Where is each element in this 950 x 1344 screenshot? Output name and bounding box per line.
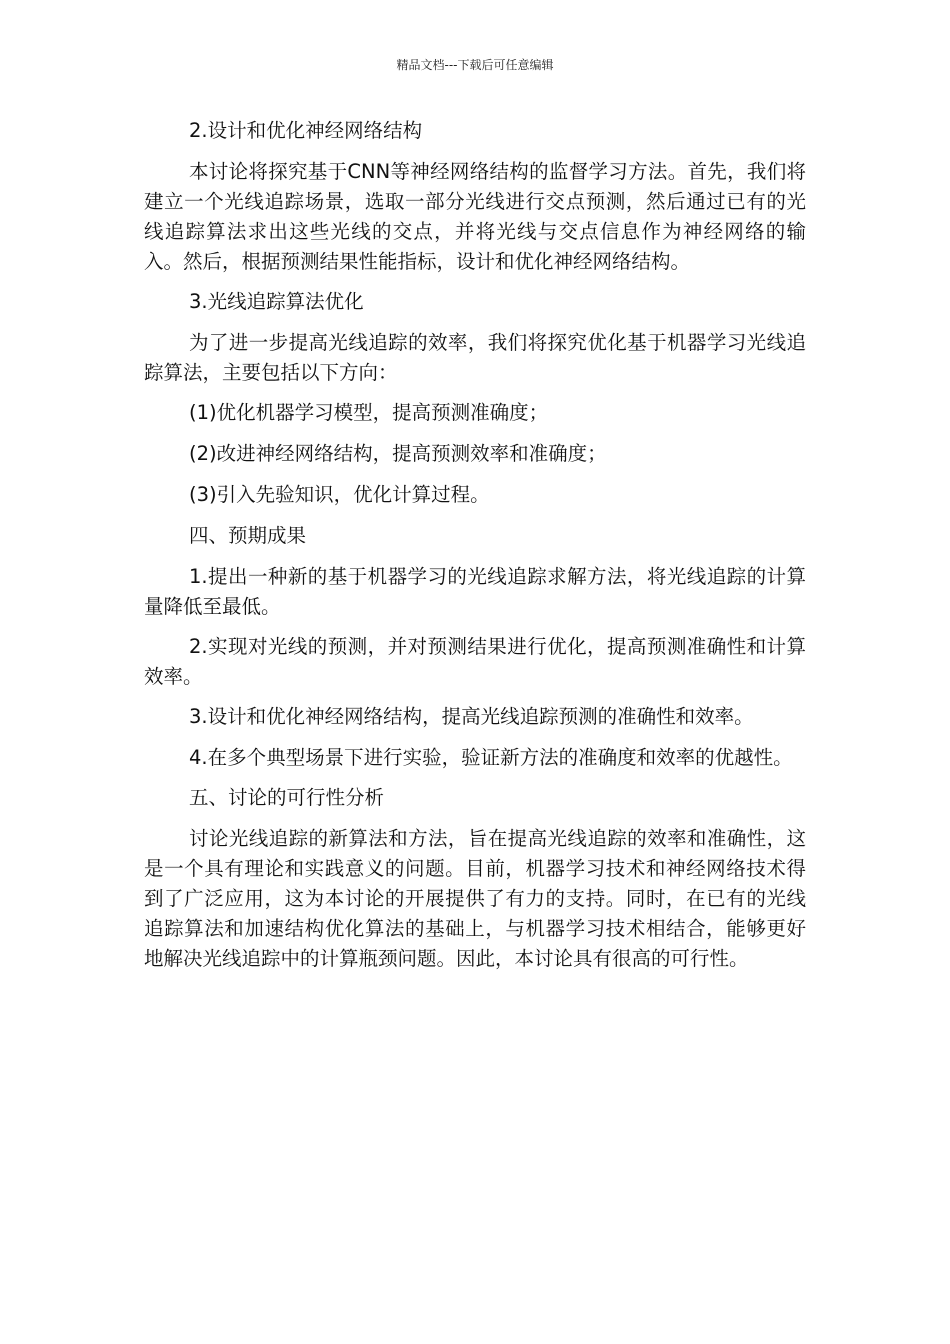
section-heading-design-network: 2.设计和优化神经网络结构 — [189, 119, 423, 142]
paragraph-design-network: 本讨论将探究基于CNN等神经网络结构的监督学习方法。首先，我们将建立一个光线追踪场景，选取一部分光线进行交点预测，然后通过已有的光线追踪算法求出这些光线的交点，并将光线与交点信息作为神经网络的输入。然后，根据预测结果性能指标，设计和优化神经网络结构。 — [144, 160, 806, 273]
list-item-optimize-model: (1)优化机器学习模型，提高预测准确度； — [189, 401, 549, 424]
result-item-3: 3.设计和优化神经网络结构，提高光线追踪预测的准确性和效率。 — [189, 705, 754, 728]
document-body — [144, 116, 806, 984]
section-heading-feasibility: 五、讨论的可行性分析 — [189, 786, 385, 809]
section-heading-algorithm-optimization: 3.光线追踪算法优化 — [189, 290, 364, 313]
section-heading-expected-results: 四、预期成果 — [189, 524, 307, 547]
page-header: 精品文档---下载后可任意编辑 — [396, 58, 554, 72]
result-item-2: 2.实现对光线的预测，并对预测结果进行优化，提高预测准确性和计算效率。 — [144, 635, 806, 688]
list-item-improve-network: (2)改进神经网络结构，提高预测效率和准确度； — [189, 442, 607, 465]
result-item-1: 1.提出一种新的基于机器学习的光线追踪求解方法，将光线追踪的计算量降低至最低。 — [144, 565, 806, 618]
paragraph-feasibility: 讨论光线追踪的新算法和方法，旨在提高光线追踪的效率和准确性，这是一个具有理论和实践意义的问题。目前，机器学习技术和神经网络技术得到了广泛应用，这为本讨论的开展提供了有力的支持。同时，在已有的光线追踪算法和加速结构优化算法的基础上，与机器学习技术相结合，能够更好地解决光线追踪中的计算瓶颈问题。因此，本讨论具有很高的可行性。 — [144, 827, 806, 970]
result-item-4: 4.在多个典型场景下进行实验，验证新方法的准确度和效率的优越性。 — [189, 746, 793, 769]
paragraph-algorithm-optimization: 为了进一步提高光线追踪的效率，我们将探究优化基于机器学习光线追踪算法，主要包括以下方向： — [144, 331, 806, 384]
list-item-prior-knowledge: (3)引入先验知识，优化计算过程。 — [189, 483, 490, 506]
